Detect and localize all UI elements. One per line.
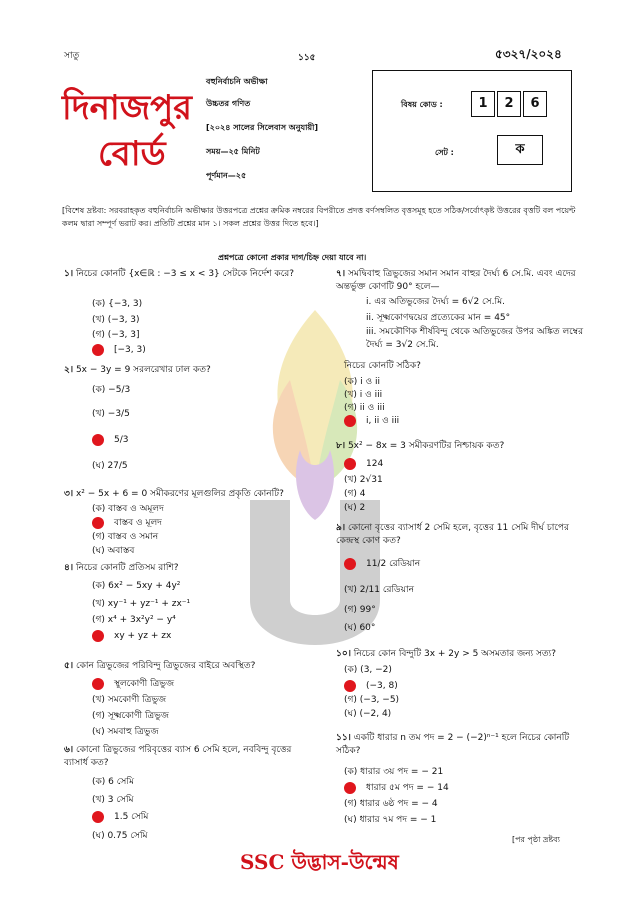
option[interactable]: (গ) (−3, 3] bbox=[92, 330, 140, 340]
option[interactable]: (ক) i ও ii bbox=[344, 377, 381, 387]
option[interactable]: (গ) ii ও iii bbox=[344, 403, 385, 413]
option[interactable]: (ক) −5/3 bbox=[92, 385, 131, 395]
option[interactable]: (গ) বাস্তব ও সমান bbox=[92, 532, 159, 542]
question-number: ১। bbox=[64, 269, 74, 279]
option-correct[interactable]: ধারার ৫ম পদ = − 14 bbox=[366, 783, 449, 793]
question-3 bbox=[64, 488, 344, 501]
question-text: নিচের কোন বিন্দুটি 3x + 2y > 5 অসমতার জন্য সত্য? bbox=[353, 649, 557, 659]
question-text: x² − 5x + 6 = 0 সমীকরণের মূলগুলির প্রকৃতি কোনটি? bbox=[75, 489, 284, 499]
option-correct[interactable]: 5/3 bbox=[114, 435, 129, 445]
code-digit: 1 bbox=[471, 91, 495, 117]
option-correct[interactable]: 11/2 রেডিয়ান bbox=[366, 559, 421, 569]
statement-item: i. এর অতিভুজের দৈর্ঘ্য = 6√2 সে.মি. bbox=[366, 297, 505, 307]
notice-text: প্রশ্নপত্রে কোনো প্রকার দাগ/চিহ্ন দেয়া যাবে না। bbox=[218, 253, 367, 262]
answer-mark-icon bbox=[92, 434, 104, 446]
option[interactable]: (গ) 99° bbox=[344, 605, 376, 615]
option-correct[interactable]: বাস্তব ও মূলদ bbox=[114, 518, 162, 528]
option[interactable]: (ঘ) অবাস্তব bbox=[92, 546, 135, 556]
question-6 bbox=[64, 744, 314, 770]
question-text: 5x² − 8x = 3 সমীকরণটির নিশ্চায়ক কত? bbox=[347, 441, 505, 451]
option-correct[interactable]: [−3, 3) bbox=[114, 345, 146, 355]
instruction-text: [বিশেষ দ্রষ্টব্য: সরবরাহকৃত বহুনির্বাচনি অভীক্ষার উত্তরপত্রে প্রশ্নের ক্রমিক নম্বরের বিপরীতে প্রদত্ত বর্ণসম্বলিত বৃত্তসমূহ হতে সঠিক/সর্বোৎকৃষ্ট উত্তরের বৃত্তটি বল পয়েন্ট কলম দ্বারা সম্পূর্ণ ভরাট কর। প্রতিটি প্রশ্নের মান ১। সকল প্রশ্নের উত্তর দিতে হবে।] bbox=[62, 206, 576, 228]
option[interactable]: (গ) (−3, −5) bbox=[344, 695, 400, 705]
question-5 bbox=[64, 660, 324, 673]
option[interactable]: (ঘ) 0.75 সেমি bbox=[92, 831, 148, 841]
option-correct[interactable]: xy + yz + zx bbox=[114, 631, 172, 641]
board-name-line1: দিনাজপুর bbox=[62, 88, 192, 128]
option[interactable]: (খ) 2√31 bbox=[344, 475, 383, 485]
statement-item: iii. সমকৌণিক শীর্ষবিন্দু থেকে অতিভুজের উপর অঙ্কিত লম্বের দৈর্ঘ্য = 3√2 সে.মি. bbox=[366, 327, 584, 350]
question-7 bbox=[336, 268, 586, 294]
question-text: কোনো ত্রিভুজের পরিবৃত্তের ব্যাস 6 সেমি হলে, নববিন্দু বৃত্তের ব্যাসার্ধ কত? bbox=[64, 745, 292, 768]
option[interactable]: (ক) 6x² − 5xy + 4y² bbox=[92, 581, 181, 591]
set-label: সেট : bbox=[435, 148, 454, 157]
answer-mark-icon bbox=[92, 630, 104, 642]
option-correct[interactable]: i, ii ও iii bbox=[366, 416, 400, 426]
question-9 bbox=[336, 522, 586, 548]
option-correct[interactable]: স্থূলকোণী ত্রিভুজ bbox=[114, 679, 175, 689]
page-number: ১১৫ bbox=[298, 53, 316, 63]
answer-mark-icon bbox=[92, 344, 104, 356]
question-10 bbox=[336, 648, 596, 661]
option[interactable]: (খ) (−3, 3) bbox=[92, 315, 140, 325]
question-number: ৭। bbox=[336, 269, 346, 279]
option[interactable]: (খ) 2/11 রেডিয়ান bbox=[344, 585, 414, 595]
option[interactable]: (ঘ) 27/5 bbox=[92, 461, 128, 471]
question-text: সমদ্বিবাহু ত্রিভুজের সমান সমান বাহুর দৈর্ঘ্য 6 সে.মি. এবং এদের অন্তর্ভুক্ত কোণটি 90° হলে— bbox=[336, 269, 576, 292]
answer-mark-icon bbox=[92, 811, 104, 823]
question-1 bbox=[64, 268, 304, 281]
option-correct[interactable]: (−3, 8) bbox=[366, 681, 398, 691]
subject-name: উচ্চতর গণিত bbox=[206, 99, 251, 108]
question-11 bbox=[336, 732, 596, 758]
question-number: ৩। bbox=[64, 489, 74, 499]
question-text: 5x − 3y = 9 সরলরেখার ঢাল কত? bbox=[75, 365, 211, 375]
question-2 bbox=[64, 364, 304, 377]
board-name-line2: বোর্ড bbox=[98, 134, 166, 174]
option[interactable]: (গ) x⁴ + 3x²y² − y⁴ bbox=[92, 615, 176, 625]
option[interactable]: (ক) 6 সেমি bbox=[92, 777, 134, 787]
option[interactable]: (খ) সমকোণী ত্রিভুজ bbox=[92, 695, 167, 705]
question-text: নিচের কোনটি প্রতিসম রাশি? bbox=[75, 563, 179, 573]
answer-mark-icon bbox=[344, 458, 356, 470]
answer-mark-icon bbox=[92, 517, 104, 529]
option[interactable]: (ক) (3, −2) bbox=[344, 665, 392, 675]
question-text: নিচের কোনটি {x∈ℝ : −3 ≤ x < 3} সেটকে নির্দেশ করে? bbox=[75, 269, 295, 279]
question-number: ৬। bbox=[64, 745, 74, 755]
exam-type: বহুনির্বাচনি অভীক্ষা bbox=[206, 77, 268, 86]
time-limit: সময়—২৫ মিনিট bbox=[206, 147, 260, 156]
answer-mark-icon bbox=[344, 680, 356, 692]
answer-mark-icon bbox=[344, 558, 356, 570]
question-text: একটি ধারার n তম পদ = 2 − (−2)ⁿ⁻¹ হলে নিচের কোনটি সঠিক? bbox=[336, 733, 570, 756]
option[interactable]: (গ) ধারার ৬ষ্ঠ পদ = − 4 bbox=[344, 799, 438, 809]
answer-mark-icon bbox=[92, 678, 104, 690]
statement-item: ii. সূক্ষ্মকোণদ্বয়ের প্রত্যেকের মান = 45° bbox=[366, 313, 511, 323]
question-number: ১১। bbox=[336, 733, 351, 743]
syllabus-note: [২০২৪ সালের সিলেবাস অনুযায়ী] bbox=[206, 123, 319, 132]
option[interactable]: (খ) i ও iii bbox=[344, 390, 383, 400]
question-number: ২। bbox=[64, 365, 74, 375]
question-prompt: নিচের কোনটি সঠিক? bbox=[344, 361, 421, 371]
question-number: ১০। bbox=[336, 649, 351, 659]
paper-code: ৫৩২৭/২০২৪ bbox=[495, 47, 562, 61]
question-text: কোন ত্রিভুজের পরিবিন্দু ত্রিভুজের বাইরে অবস্থিত? bbox=[75, 661, 256, 671]
option[interactable]: (ঘ) (−2, 4) bbox=[344, 709, 392, 719]
question-text: কোনো বৃত্তের ব্যাসার্ধ 2 সেমি হলে, বৃত্তের 11 সেমি দীর্ঘ চাপের কেন্দ্রস্থ কোণ কত? bbox=[336, 523, 569, 546]
code-box bbox=[372, 70, 572, 192]
option[interactable]: (গ) 4 bbox=[344, 489, 366, 499]
question-number: ৮। bbox=[336, 441, 346, 451]
question-number: ৪। bbox=[64, 563, 74, 573]
full-marks: পূর্ণমান—২৫ bbox=[206, 171, 247, 180]
option-correct[interactable]: 1.5 সেমি bbox=[114, 812, 149, 822]
code-digit: 6 bbox=[523, 91, 547, 117]
option[interactable]: (ঘ) ধারার ৭ম পদ = − 1 bbox=[344, 815, 437, 825]
option[interactable]: (খ) 3 সেমি bbox=[92, 795, 134, 805]
next-page-note: [পর পৃষ্ঠা দ্রষ্টব্য bbox=[512, 835, 560, 844]
answer-mark-icon bbox=[344, 782, 356, 794]
page-tag: সাতু bbox=[64, 51, 80, 61]
set-value: ক bbox=[497, 135, 543, 165]
question-number: ৯। bbox=[336, 523, 346, 533]
brand-footer: SSC উদ্ভাস-উন্মেষ bbox=[240, 850, 399, 874]
answer-mark-icon bbox=[344, 415, 356, 427]
option[interactable]: (ঘ) 60° bbox=[344, 623, 376, 633]
question-4 bbox=[64, 562, 304, 575]
question-8 bbox=[336, 440, 586, 453]
code-digit: 2 bbox=[497, 91, 521, 117]
option[interactable]: (ক) ধারার ৩য় পদ = − 21 bbox=[344, 767, 444, 777]
option[interactable]: (খ) xy⁻¹ + yz⁻¹ + zx⁻¹ bbox=[92, 599, 191, 609]
option[interactable]: (ঘ) সমবাহু ত্রিভুজ bbox=[92, 727, 159, 737]
subject-code-label: বিষয় কোড : bbox=[401, 100, 443, 109]
option-correct[interactable]: 124 bbox=[366, 459, 384, 469]
option[interactable]: (খ) −3/5 bbox=[92, 409, 130, 419]
question-number: ৫। bbox=[64, 661, 74, 671]
option[interactable]: (ঘ) 2 bbox=[344, 503, 366, 513]
option[interactable]: (ক) বাস্তব ও অমূলদ bbox=[92, 504, 164, 514]
option[interactable]: (গ) সূক্ষ্মকোণী ত্রিভুজ bbox=[92, 711, 169, 721]
subject-code-cells bbox=[471, 91, 547, 117]
option[interactable]: (ক) {−3, 3) bbox=[92, 299, 143, 309]
